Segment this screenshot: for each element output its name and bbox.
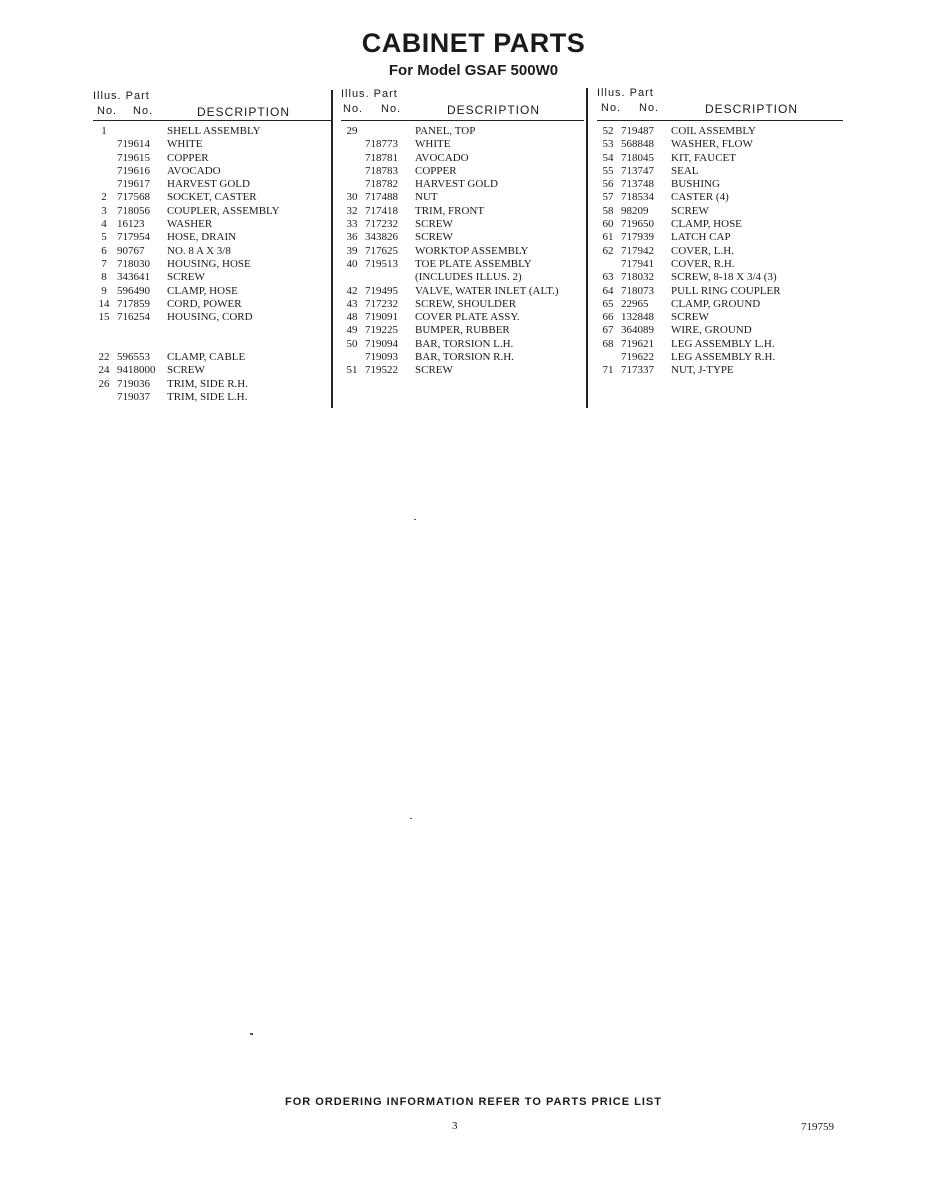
part-row: [341, 231, 584, 244]
illus-number: 53: [602, 138, 614, 151]
part-description: SCREW: [167, 271, 205, 284]
header-illus-no: No.: [601, 102, 622, 114]
illus-number: 30: [346, 191, 358, 204]
illus-number: 58: [602, 204, 614, 217]
part-description: CLAMP, CABLE: [167, 351, 246, 364]
part-number: 596490: [117, 284, 150, 297]
part-row: [93, 378, 331, 391]
part-description: SCREW: [415, 231, 453, 244]
part-description: SCREW: [671, 204, 709, 217]
header-part-no: No.: [381, 103, 402, 115]
part-number: 717418: [365, 204, 398, 217]
part-number: 364089: [621, 324, 654, 337]
column-divider: [586, 88, 588, 408]
part-number: 719616: [117, 164, 150, 177]
part-row: [341, 258, 584, 271]
part-description: COVER PLATE ASSY.: [415, 311, 520, 324]
part-description: BAR, TORSION L.H.: [415, 337, 514, 350]
part-number: 713748: [621, 178, 654, 191]
part-row: [93, 351, 331, 364]
part-description: HOUSING, HOSE: [167, 257, 251, 270]
part-row: [93, 152, 331, 165]
illus-number: 1: [101, 125, 107, 137]
illus-number: 54: [602, 151, 614, 164]
part-description: NUT: [415, 191, 438, 204]
part-row: [341, 364, 584, 377]
part-description: CLAMP, GROUND: [671, 297, 761, 310]
part-number: 719622: [621, 351, 654, 364]
part-row: [597, 271, 843, 284]
part-row: [597, 245, 843, 258]
part-description: WIRE, GROUND: [671, 324, 752, 337]
part-description: COPPER: [415, 164, 457, 177]
part-description: WHITE: [167, 138, 203, 151]
part-row: [597, 364, 843, 377]
part-row: [597, 152, 843, 165]
part-number: 719093: [365, 351, 398, 364]
part-number: 719615: [117, 151, 150, 164]
illus-number: 60: [602, 218, 614, 231]
part-row: [597, 138, 843, 151]
part-row: [597, 285, 843, 298]
part-number: 717942: [621, 244, 654, 257]
part-description: WORKTOP ASSEMBLY: [415, 244, 529, 257]
illus-number: 5: [101, 231, 107, 244]
column-header: [93, 90, 331, 121]
header-part-no: No.: [639, 102, 660, 114]
part-row: [597, 125, 843, 138]
part-number: 718045: [621, 151, 654, 164]
part-description: SCREW, SHOULDER: [415, 297, 517, 310]
part-description: AVOCADO: [167, 164, 221, 177]
part-number: 343641: [117, 271, 150, 284]
part-number: 719522: [365, 364, 398, 377]
part-description: LATCH CAP: [671, 231, 731, 244]
header-description: DESCRIPTION: [447, 103, 541, 117]
part-row: [93, 338, 331, 351]
part-description: NUT, J-TYPE: [671, 364, 734, 377]
part-description: (INCLUDES ILLUS. 2): [415, 271, 522, 284]
part-row: [93, 178, 331, 191]
scan-speck: [410, 818, 412, 819]
part-number: 717337: [621, 364, 654, 377]
part-description: COPPER: [167, 151, 209, 164]
part-description: SEAL: [671, 164, 699, 177]
part-description: SHELL ASSEMBLY: [167, 125, 261, 137]
part-description: HARVEST GOLD: [415, 178, 498, 191]
part-number: 719513: [365, 257, 398, 270]
part-number: 717954: [117, 231, 150, 244]
part-row: [93, 391, 331, 404]
part-description: TRIM, SIDE L.H.: [167, 390, 248, 403]
part-description: SCREW: [167, 364, 205, 377]
part-description: KIT, FAUCET: [671, 151, 736, 164]
part-description: BUMPER, RUBBER: [415, 324, 510, 337]
illus-number: 71: [602, 364, 614, 377]
illus-number: 62: [602, 244, 614, 257]
illus-number: 29: [346, 125, 358, 137]
illus-number: 32: [346, 204, 358, 217]
part-number: 717859: [117, 297, 150, 310]
part-number: 718534: [621, 191, 654, 204]
part-description: SCREW: [415, 364, 453, 377]
parts-column-2: [341, 90, 584, 378]
column-header: [341, 90, 584, 121]
part-number: 16123: [117, 218, 145, 231]
parts-list: [93, 121, 331, 404]
part-description: NO. 8 A X 3/8: [167, 244, 231, 257]
illus-number: 56: [602, 178, 614, 191]
document-number: 719759: [801, 1121, 834, 1133]
illus-number: 22: [98, 351, 110, 364]
part-row: [597, 351, 843, 364]
part-row: [341, 138, 584, 151]
part-row: [597, 258, 843, 271]
illus-number: 6: [101, 244, 107, 257]
part-description: TRIM, SIDE R.H.: [167, 377, 248, 390]
parts-column-3: [597, 87, 843, 378]
part-number: 717488: [365, 191, 398, 204]
part-row: [93, 125, 331, 138]
part-number: 719495: [365, 284, 398, 297]
part-row: [597, 311, 843, 324]
part-description: CLAMP, HOSE: [167, 284, 238, 297]
part-row: [93, 191, 331, 204]
part-number: 719614: [117, 138, 150, 151]
illus-number: 63: [602, 271, 614, 284]
illus-number: 50: [346, 337, 358, 350]
part-number: 718032: [621, 271, 654, 284]
part-number: 717568: [117, 191, 150, 204]
part-row: [93, 245, 331, 258]
part-description: SOCKET, CASTER: [167, 191, 257, 204]
part-number: 98209: [621, 204, 649, 217]
part-number: 713747: [621, 164, 654, 177]
illus-number: 55: [602, 164, 614, 177]
illus-number: 3: [101, 204, 107, 217]
header-illus-part: Illus. Part: [341, 88, 398, 100]
header-description: DESCRIPTION: [705, 102, 799, 116]
part-description: COUPLER, ASSEMBLY: [167, 204, 280, 217]
part-number: 717625: [365, 244, 398, 257]
part-row: [341, 285, 584, 298]
part-number: 718781: [365, 151, 398, 164]
illus-number: 43: [346, 297, 358, 310]
part-row: [341, 165, 584, 178]
part-number: 132848: [621, 311, 654, 324]
part-number: 22965: [621, 297, 649, 310]
part-number: 718073: [621, 284, 654, 297]
part-description: VALVE, WATER INLET (ALT.): [415, 284, 559, 297]
part-description: HOSE, DRAIN: [167, 231, 237, 244]
part-row: [341, 218, 584, 231]
part-number: 718056: [117, 204, 150, 217]
part-description: BUSHING: [671, 178, 720, 191]
part-row: [93, 298, 331, 311]
part-number: 717232: [365, 297, 398, 310]
header-illus-no: No.: [97, 105, 118, 117]
part-row: [597, 298, 843, 311]
part-number: 719621: [621, 337, 654, 350]
part-number: 718783: [365, 164, 398, 177]
part-description: LEG ASSEMBLY L.H.: [671, 337, 775, 350]
illus-number: 52: [602, 125, 614, 137]
part-description: COIL ASSEMBLY: [671, 125, 756, 137]
part-number: 90767: [117, 244, 145, 257]
part-row: [341, 152, 584, 165]
illus-number: 15: [98, 311, 110, 324]
part-row: [341, 178, 584, 191]
part-row: [93, 324, 331, 337]
part-row: [93, 165, 331, 178]
illus-number: 8: [101, 271, 107, 284]
part-row: [341, 298, 584, 311]
part-row: [93, 138, 331, 151]
part-number: 719037: [117, 390, 150, 403]
part-row: [341, 324, 584, 337]
header-illus-no: No.: [343, 103, 364, 115]
part-number: 719650: [621, 218, 654, 231]
part-description: CORD, POWER: [167, 297, 242, 310]
part-row: [93, 271, 331, 284]
part-number: 719094: [365, 337, 398, 350]
part-description: BAR, TORSION R.H.: [415, 351, 514, 364]
page-title: CABINET PARTS: [361, 28, 586, 58]
part-description: SCREW: [415, 218, 453, 231]
part-number: 719091: [365, 311, 398, 324]
scan-speck: [414, 519, 416, 520]
header-illus-part: Illus. Part: [597, 87, 654, 99]
illus-number: 4: [101, 218, 107, 231]
part-row: [597, 205, 843, 218]
part-number: 9418000: [117, 364, 156, 377]
illus-number: 7: [101, 257, 107, 270]
illus-number: 49: [346, 324, 358, 337]
part-row: [93, 285, 331, 298]
parts-column-1: [93, 90, 331, 404]
illus-number: 66: [602, 311, 614, 324]
part-row: [341, 205, 584, 218]
illus-number: 2: [101, 191, 107, 204]
header-description: DESCRIPTION: [197, 105, 291, 119]
part-row: [597, 231, 843, 244]
illus-number: 40: [346, 257, 358, 270]
part-row: [597, 178, 843, 191]
part-number: 719487: [621, 125, 654, 137]
part-row: [93, 231, 331, 244]
part-description: WHITE: [415, 138, 451, 151]
illus-number: 36: [346, 231, 358, 244]
part-number: 719225: [365, 324, 398, 337]
part-description: PANEL, TOP: [415, 125, 476, 137]
part-row: [341, 311, 584, 324]
part-number: 716254: [117, 311, 150, 324]
parts-list: [341, 121, 584, 378]
illus-number: 14: [98, 297, 110, 310]
part-number: 719617: [117, 178, 150, 191]
scan-speck: [250, 1033, 253, 1035]
part-description: PULL RING COUPLER: [671, 284, 781, 297]
part-row: [341, 338, 584, 351]
illus-number: 68: [602, 337, 614, 350]
illus-number: 51: [346, 364, 358, 377]
illus-number: 48: [346, 311, 358, 324]
part-description: HOUSING, CORD: [167, 311, 253, 324]
part-number: 718773: [365, 138, 398, 151]
part-row: [597, 218, 843, 231]
illus-number: 65: [602, 297, 614, 310]
illus-number: 42: [346, 284, 358, 297]
part-number: 719036: [117, 377, 150, 390]
model-subtitle: For Model GSAF 500W0: [388, 62, 559, 79]
ordering-footer: FOR ORDERING INFORMATION REFER TO PARTS PRICE LIST: [285, 1096, 662, 1108]
part-number: 343826: [365, 231, 398, 244]
part-row: [93, 311, 331, 324]
part-row: [341, 271, 584, 284]
part-row: [341, 191, 584, 204]
part-row: [597, 324, 843, 337]
part-description: WASHER: [167, 218, 213, 231]
illus-number: 64: [602, 284, 614, 297]
illus-number: 9: [101, 284, 107, 297]
parts-list: [597, 121, 843, 378]
header-part-no: No.: [133, 105, 154, 117]
part-row: [93, 218, 331, 231]
part-description: WASHER, FLOW: [671, 138, 753, 151]
illus-number: 67: [602, 324, 614, 337]
part-description: AVOCADO: [415, 151, 469, 164]
part-description: COVER, L.H.: [671, 244, 734, 257]
part-description: SCREW, 8-18 X 3/4 (3): [671, 271, 777, 284]
header-illus-part: Illus. Part: [93, 90, 150, 102]
part-row: [597, 338, 843, 351]
illus-number: 61: [602, 231, 614, 244]
illus-number: 26: [98, 377, 110, 390]
part-number: 717939: [621, 231, 654, 244]
part-row: [93, 364, 331, 377]
illus-number: 57: [602, 191, 614, 204]
page-number: 3: [452, 1120, 458, 1132]
part-row: [597, 165, 843, 178]
column-divider: [331, 90, 333, 408]
illus-number: 39: [346, 244, 358, 257]
part-number: 718030: [117, 257, 150, 270]
part-description: TRIM, FRONT: [415, 204, 485, 217]
part-number: 718782: [365, 178, 398, 191]
part-description: HARVEST GOLD: [167, 178, 250, 191]
part-description: SCREW: [671, 311, 709, 324]
part-row: [341, 351, 584, 364]
part-number: 717941: [621, 257, 654, 270]
part-number: 568848: [621, 138, 654, 151]
part-number: 596553: [117, 351, 150, 364]
part-description: TOE PLATE ASSEMBLY: [415, 257, 532, 270]
part-row: [93, 258, 331, 271]
part-description: COVER, R.H.: [671, 257, 735, 270]
part-number: 717232: [365, 218, 398, 231]
part-row: [93, 205, 331, 218]
illus-number: 33: [346, 218, 358, 231]
part-row: [341, 125, 584, 138]
part-row: [597, 191, 843, 204]
illus-number: 24: [98, 364, 110, 377]
part-description: CASTER (4): [671, 191, 729, 204]
column-header: [597, 87, 843, 121]
part-row: [341, 245, 584, 258]
part-description: LEG ASSEMBLY R.H.: [671, 351, 776, 364]
part-description: CLAMP, HOSE: [671, 218, 742, 231]
